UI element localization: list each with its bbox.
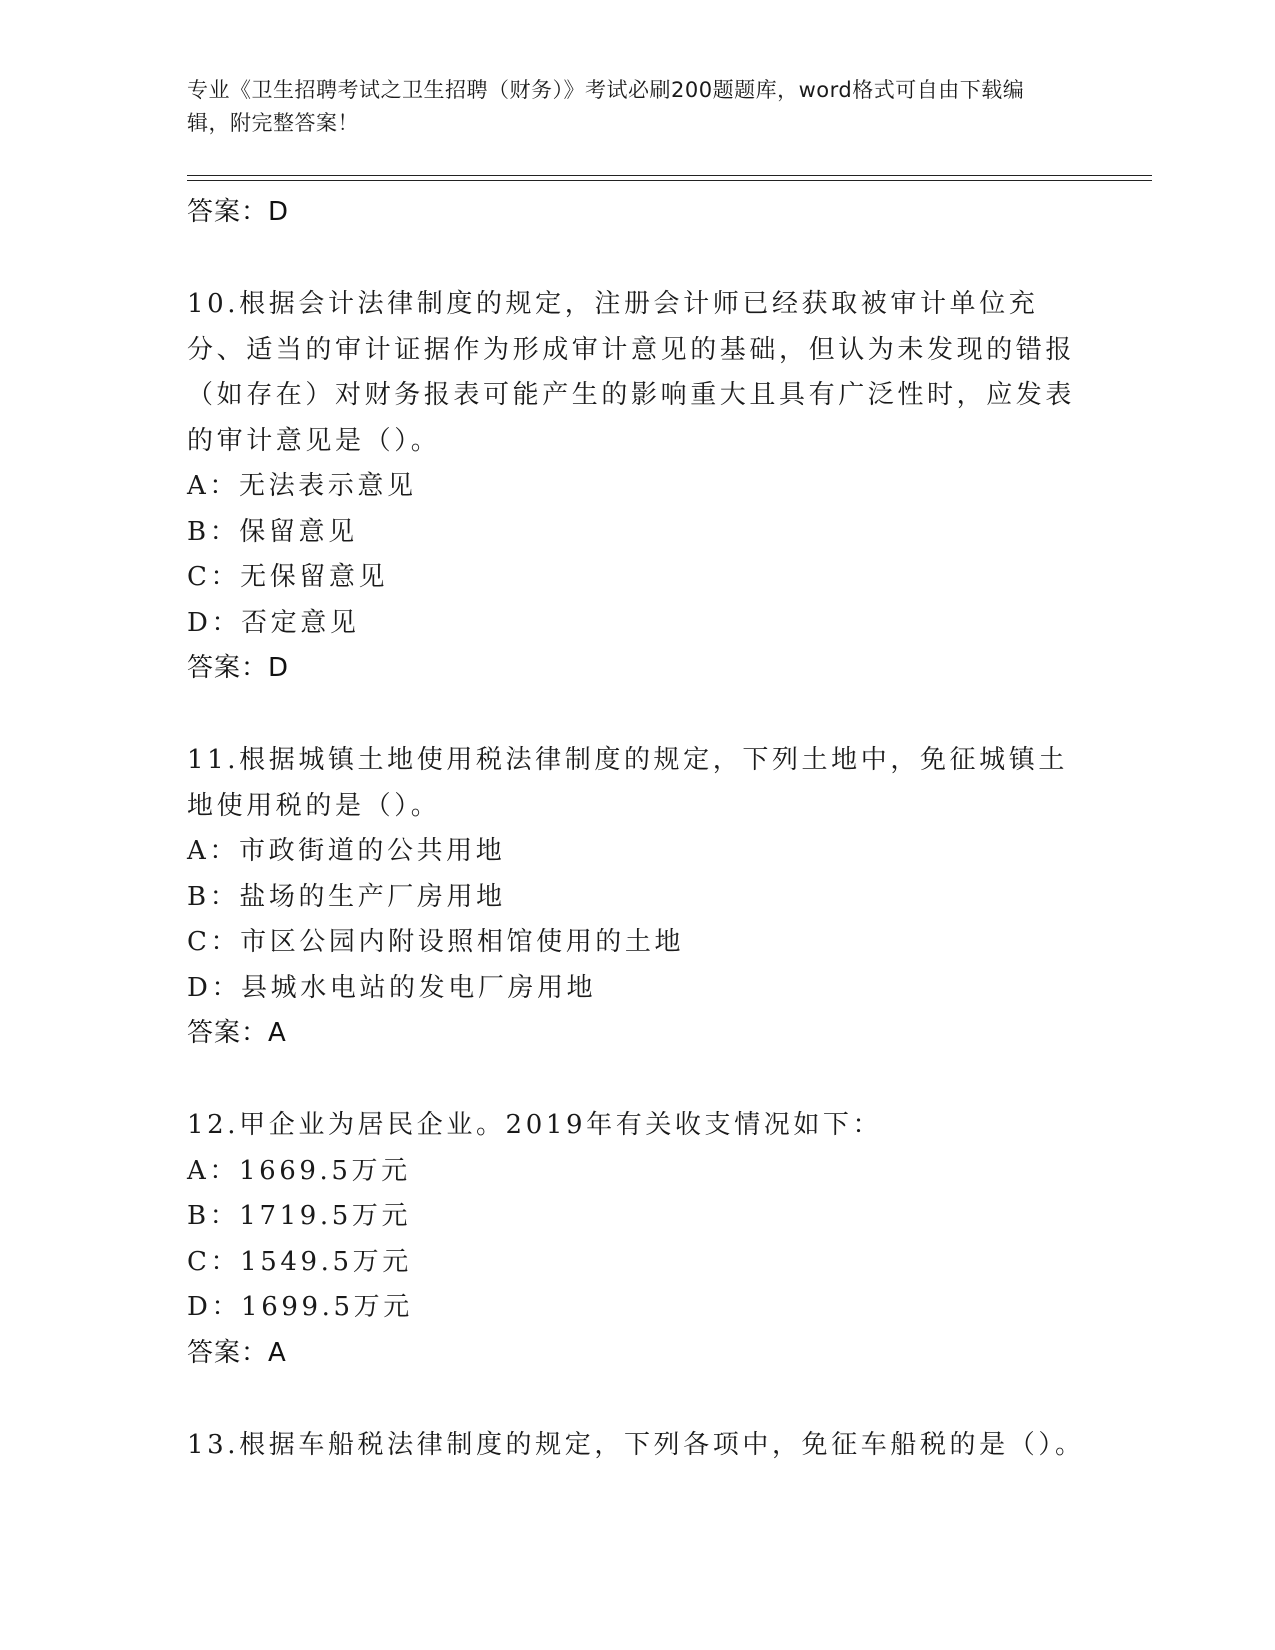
spacer	[187, 1055, 1087, 1103]
option-d: D：否定意见	[187, 607, 360, 638]
page-header: 专业《卫生招聘考试之卫生招聘（财务）》考试必刷200题题库，word格式可自由下载编辑，附完整答案！	[187, 78, 1025, 135]
question-item	[187, 738, 1087, 1055]
answer-line: 答案：D	[187, 197, 290, 227]
question-list	[187, 190, 1087, 1468]
option-c: C：无保留意见	[187, 562, 389, 592]
option-c: C：1549.5万元	[187, 1246, 412, 1277]
answer-line: 答案：A	[187, 1018, 287, 1048]
option-c: C：市区公园内附设照相馆使用的土地	[187, 927, 685, 957]
question-stem: 10.根据会计法律制度的规定，注册会计师已经获取被审计单位充分、适当的审计证据作为形成审计意见的基础，但认为未发现的错报（如存在）对财务报表可能产生的影响重大且具有广泛性时，应发表的审计意见是（）。	[187, 289, 1076, 456]
header-divider-bottom	[187, 180, 1152, 181]
question-stem: 11.根据城镇土地使用税法律制度的规定，下列土地中，免征城镇土地使用税的是（）。	[187, 745, 1068, 821]
spacer	[187, 690, 1087, 738]
question-item	[187, 282, 1087, 690]
question-item	[187, 1103, 1087, 1375]
option-a: A：无法表示意见	[187, 471, 417, 501]
spacer	[187, 234, 1087, 282]
question-item	[187, 1423, 1087, 1469]
option-a: A：1669.5万元	[187, 1155, 411, 1186]
option-b: B：盐场的生产厂房用地	[187, 881, 506, 912]
header-divider-top	[187, 175, 1152, 176]
answer-line: 答案：A	[187, 1337, 287, 1368]
question-stem: 13.根据车船税法律制度的规定，下列各项中，免征车船税的是（）。	[187, 1429, 1085, 1460]
option-a: A：市政街道的公共用地	[187, 836, 506, 866]
option-d: D：县城水电站的发电厂房用地	[187, 972, 597, 1003]
option-b: B：1719.5万元	[187, 1201, 412, 1231]
answer-line: 答案：D	[187, 653, 290, 683]
option-d: D：1699.5万元	[187, 1292, 413, 1322]
option-b: B：保留意见	[187, 516, 358, 547]
spacer	[187, 1375, 1087, 1423]
question-stem: 12.甲企业为居民企业。2019年有关收支情况如下：	[187, 1110, 883, 1140]
